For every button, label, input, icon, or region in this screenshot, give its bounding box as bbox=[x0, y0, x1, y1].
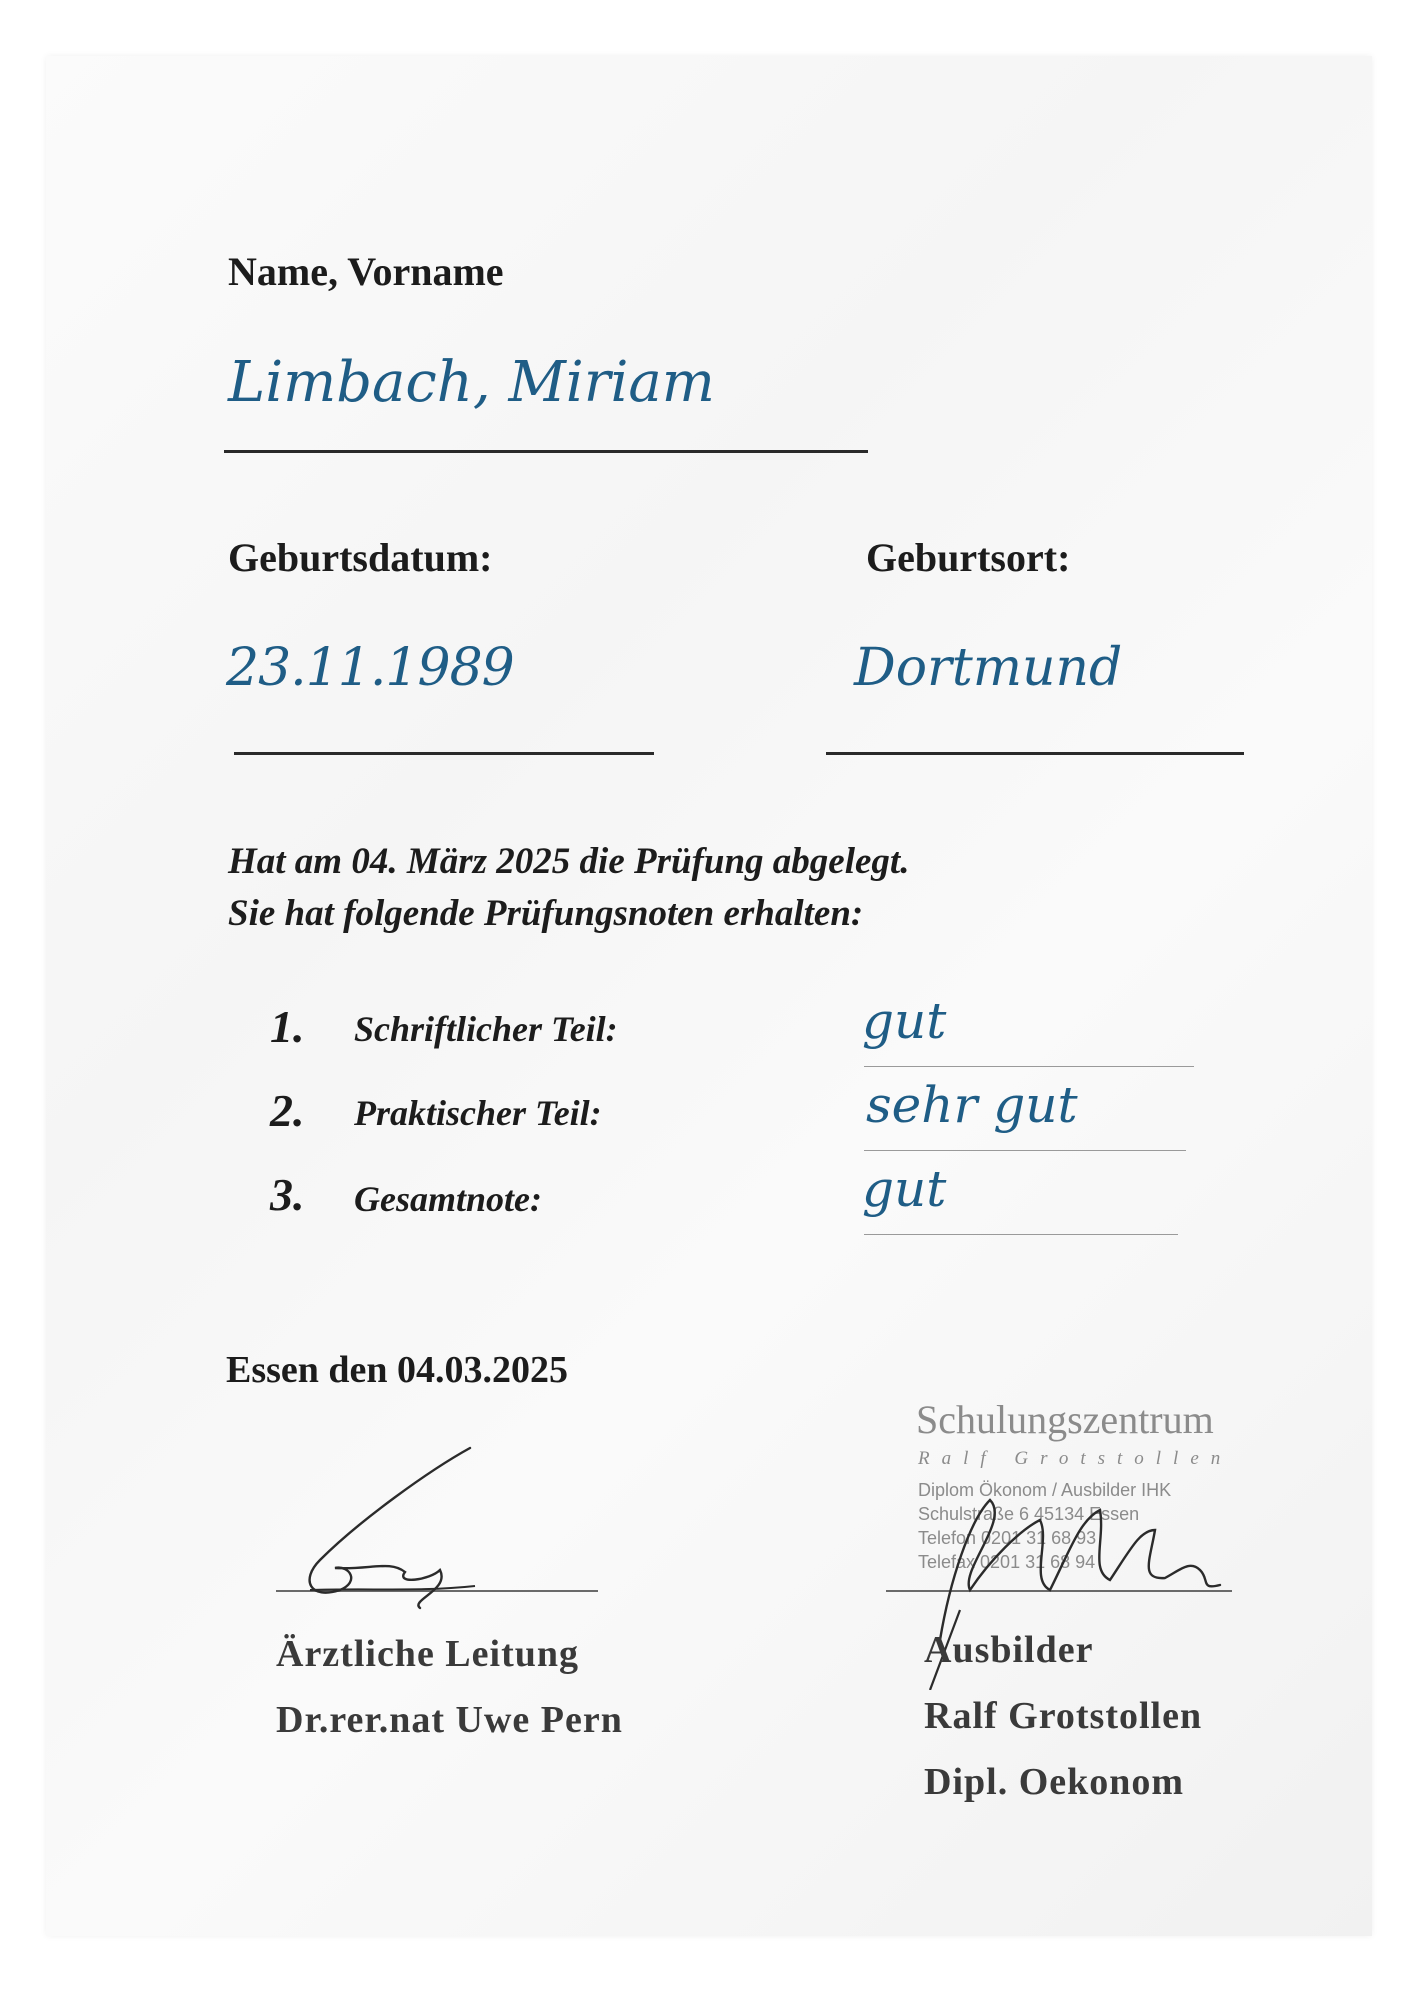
grade-number: 3. bbox=[270, 1169, 305, 1220]
name-underline bbox=[224, 450, 868, 453]
right-signatory-role: Ausbilder bbox=[924, 1629, 1094, 1671]
statement-line-1: Hat am 04. März 2025 die Prüfung abgelegt. bbox=[228, 841, 910, 882]
birthplace-label: Geburtsort: bbox=[866, 535, 1071, 580]
grade-label: Praktischer Teil: bbox=[354, 1093, 602, 1133]
right-signatory-name: Ralf Grotstollen bbox=[924, 1695, 1203, 1737]
grade-value: sehr gut bbox=[866, 1076, 1078, 1134]
birthdate-underline bbox=[234, 752, 654, 755]
birthplace-value: Dortmund bbox=[854, 638, 1123, 698]
left-signatory-name: Dr.rer.nat Uwe Pern bbox=[276, 1699, 623, 1741]
birthplace-underline bbox=[826, 752, 1244, 755]
birthdate-value: 23.11.1989 bbox=[226, 638, 514, 698]
grade-label: Schriftlicher Teil: bbox=[354, 1009, 618, 1049]
left-signature bbox=[280, 1440, 480, 1610]
stamp-title: Schulungszentrum bbox=[916, 1397, 1214, 1442]
stamp-line: Telefon 0201 31 68 93 bbox=[918, 1528, 1097, 1548]
grade-number: 2. bbox=[270, 1085, 305, 1136]
stamp-subtitle: Ralf Grotstollen bbox=[918, 1448, 1233, 1469]
grade-label: Gesamtnote: bbox=[354, 1179, 542, 1219]
statement-line-2: Sie hat folgende Prüfungsnoten erhalten: bbox=[228, 893, 864, 934]
name-label: Name, Vorname bbox=[228, 249, 504, 294]
name-value: Limbach, Miriam bbox=[228, 350, 715, 415]
right-signatory-title: Dipl. Oekonom bbox=[924, 1761, 1185, 1803]
grade-value: gut bbox=[862, 992, 947, 1050]
grade-underline bbox=[864, 1066, 1194, 1067]
left-signatory-role: Ärztliche Leitung bbox=[276, 1633, 580, 1675]
grade-underline bbox=[864, 1150, 1186, 1151]
grade-underline bbox=[864, 1234, 1178, 1235]
stamp-line: Diplom Ökonom / Ausbilder IHK bbox=[918, 1480, 1172, 1500]
birthdate-label: Geburtsdatum: bbox=[228, 535, 493, 580]
stamp-line: Schulstraße 6 45134 Essen bbox=[918, 1504, 1140, 1524]
place-date: Essen den 04.03.2025 bbox=[226, 1349, 569, 1391]
grade-number: 1. bbox=[270, 1001, 305, 1052]
grade-value: gut bbox=[862, 1160, 947, 1218]
stamp-line: Telefax 0201 31 68 94 bbox=[918, 1552, 1096, 1572]
